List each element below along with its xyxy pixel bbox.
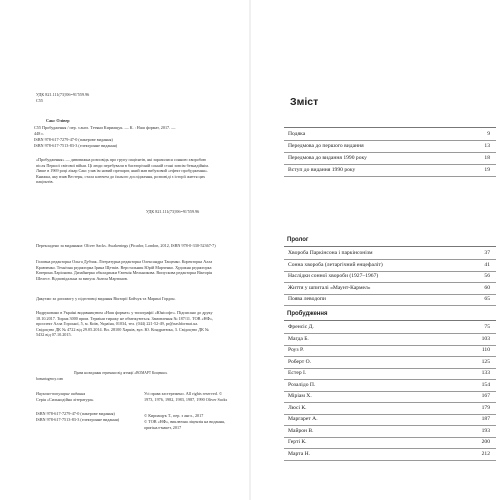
toc-entry <box>284 381 496 392</box>
toc-entry <box>284 154 496 165</box>
toc-entry <box>284 261 496 272</box>
toc-entry <box>284 295 496 306</box>
toc-entry-title: Передмова до першого видання <box>288 143 364 149</box>
toc-entry-title: Магда Б. <box>288 335 309 342</box>
toc-entry-title: Міріам Х. <box>288 393 312 399</box>
toc-entry-title: Наслідки сонної хвороби (1927–1967) <box>288 273 379 279</box>
toc-entry-page: 41 <box>484 261 490 268</box>
series-label: Науково-популярне видання <box>36 391 86 396</box>
toc-entry-title: Люсі К. <box>288 404 307 411</box>
toc-entry-page: 9 <box>487 131 490 137</box>
toc-entry <box>284 323 496 334</box>
toc-entry-page: 125 <box>481 358 490 365</box>
agency-url: bomartagency.com <box>36 377 64 381</box>
toc-entry-page: 187 <box>481 416 490 422</box>
awakenings-heading: Пробудження <box>287 311 328 317</box>
toc-entry-title: Життя у шпиталі «Маунт-Кармел» <box>288 284 371 291</box>
book-annotation: «Пробудження» — дивовижна розповідь про групу пацієнтів, які заразилися сонною хворобою після Першої світової війни. Ці люди перебували в багаторічній сонній стані зовсім безнадійнім. Лише в 1969 році лікар Сакс узяв їм новий препарат, який мав вибуховий «ефект пробудження». Книжка, яку взяв Вестерн, стала ключем до їхнього дослідження, розповіді з історії життя цих пацієнтів. <box>36 157 209 185</box>
acknowledgements: Дякуємо за допомогу у підготовці видання Вікторії Бойчук та Марині Гордон. <box>36 296 176 301</box>
toc-divider <box>284 140 496 141</box>
toc-entry-title: Вступ до видання 1990 року <box>288 167 356 173</box>
toc-entry-page: 13 <box>484 143 490 149</box>
toc-entry-page: 200 <box>481 439 490 445</box>
toc-entry <box>284 346 496 357</box>
toc-entry-title: Розалідо П. <box>288 381 316 388</box>
translation-note: Перекладено за виданням: Oliver Sacks. Awakenings (Picador, London, 2012, ISBN 978-0-330-52367-7) <box>36 243 216 248</box>
toc-entry-page: 154 <box>481 381 490 388</box>
toc-entry-page: 37 <box>484 250 490 256</box>
toc-entry-page: 60 <box>484 284 490 291</box>
series-name: Серія «Сильнодійна література» <box>36 397 94 402</box>
toc-entry-page: 75 <box>484 324 490 330</box>
toc-entry <box>284 369 496 380</box>
toc-entry <box>284 142 496 153</box>
toc-entry <box>284 130 496 141</box>
toc-entry-title: Подяка <box>288 131 306 137</box>
toc-entry-title: Майрон В. <box>288 427 314 434</box>
toc-divider <box>284 152 496 153</box>
author-heading: Сакс Олівер <box>46 118 70 123</box>
toc-entry-title: Хвороба Паркінсона і паркінсонізм <box>288 250 373 256</box>
book-gutter <box>249 0 251 500</box>
toc-entry-title: Марта Н. <box>288 450 311 457</box>
publisher-copyright: © ТОВ «НФ», виключна ліцензія на видання, оригінал-макет, 2017 <box>144 419 225 430</box>
catalog-line: ISBN 978-617-7513-83-3 (електронне видання) <box>34 143 118 148</box>
toc-entry-title: Френсіс Д. <box>288 324 314 330</box>
toc-entry <box>284 392 496 403</box>
toc-entry-title: Роберт О. <box>288 358 312 365</box>
bbk-code: С55 <box>36 98 43 103</box>
toc-divider <box>284 460 496 461</box>
toc-entry-title: Маргарет А. <box>288 416 318 422</box>
top-rule <box>284 127 496 128</box>
toc-entry-page: 65 <box>484 296 490 302</box>
udk-bottom: УДК 821.111(73)'06=91'559.96 <box>146 209 200 214</box>
catalog-line: ISBN 978-617-7279-47-0 (пакерове видання) <box>34 137 113 142</box>
toc-entry <box>284 404 496 415</box>
toc-entry-page: 212 <box>481 450 490 457</box>
translation-copyright: © Кириащук Т., пер. з англ., 2017 <box>144 413 204 418</box>
toc-entry-title: Передмова до видання 1990 року <box>288 155 367 161</box>
toc-divider <box>284 305 496 306</box>
toc-entry-page: 110 <box>481 347 490 353</box>
rights-statement: Усі права застережено. All rights reserved. © 1973, 1976, 1982, 1983, 1987, 1990 Oliver Sacks <box>144 391 228 402</box>
isbn-electronic: ISBN 978-617-7513-83-3 (електронне видання) <box>36 417 120 422</box>
agency-note: Права на видання отримано від агенції «BOMAPT Кощенко» <box>74 371 168 375</box>
toc-entry-page: 193 <box>481 427 490 434</box>
toc-entry-page: 179 <box>481 404 490 411</box>
toc-entry-title: Гертi К. <box>288 439 307 445</box>
isbn-print: ISBN 978-617-7279-47-0 (пакерове видання) <box>36 411 115 416</box>
toc-entry <box>284 249 496 260</box>
toc-entry-page: 103 <box>481 335 490 342</box>
toc-entry <box>284 438 496 449</box>
toc-divider <box>284 176 496 177</box>
toc-entry-title: Поява леводопи <box>288 296 326 302</box>
toc-entry <box>284 284 496 295</box>
editorial-credits: Головна редакторка Ольга Дубчак. Літературна редакторка Олександра Тащенко. Коректорка Алла Кравченко. Технічна редакторка Ірина Щетків. Верстальник Юрій Марченко. Художня редакторка Катерина Ларіонова. Дизайнерка обкладинки Євгенія Мельникова. Випускова редакторка Вікторія Шелест. Відповідальна за випуск Антон Мартинов. <box>36 259 213 281</box>
toc-entry-page: 19 <box>484 167 490 173</box>
toc-entry-title: Сонна хвороба (летаргічний енцефаліт) <box>288 261 383 268</box>
toc-entry-page: 167 <box>481 393 490 399</box>
toc-entry-title: Естер І. <box>288 370 307 376</box>
toc-entry <box>284 272 496 283</box>
prologue-rule <box>284 246 496 247</box>
contents-title: Зміст <box>290 96 319 108</box>
toc-divider <box>284 164 496 165</box>
awakenings-rule <box>284 320 496 321</box>
toc-entry-page: 56 <box>484 273 490 279</box>
toc-entry <box>284 358 496 369</box>
catalog-line: С55 Пробудження / пер. з англ. Тетяни Кириащук. — К. : Наш формат, 2017. — <box>34 125 176 130</box>
toc-entry <box>284 335 496 346</box>
toc-entry <box>284 166 496 177</box>
toc-entry <box>284 450 496 461</box>
toc-entry <box>284 427 496 438</box>
udk-code: УДК 821.111(73)'06=91'559.96 <box>36 92 90 97</box>
toc-entry-page: 133 <box>481 370 490 376</box>
catalog-line: 448 с. <box>34 131 45 136</box>
toc-entry-page: 18 <box>484 155 490 161</box>
prologue-heading: Пролог <box>287 237 309 243</box>
print-information: Надруковано в Україні видавництвом «Наш формат» у типографії «Юнісофт». Підписано до друку 18.10.2017. Тираж 3000 прим. Терміни тиражу не обмежуються. Замовлення № 187/11. ТОВ «НФ», проспект Алла Горської, 5, м. Київ, Україна, 01034, тел. (044) 221-52-49, pr@nashformat.ua. Свідоцтво ДК № 4722 від 29.05.2014. Вп. 28100 Харків, вул. Ю. Кондратюка, 3. Свідоцтво ДК № 5432 від 07.10.2015. <box>36 310 214 338</box>
toc-entry-title: Роуз Р. <box>288 347 304 353</box>
toc-entry <box>284 415 496 426</box>
